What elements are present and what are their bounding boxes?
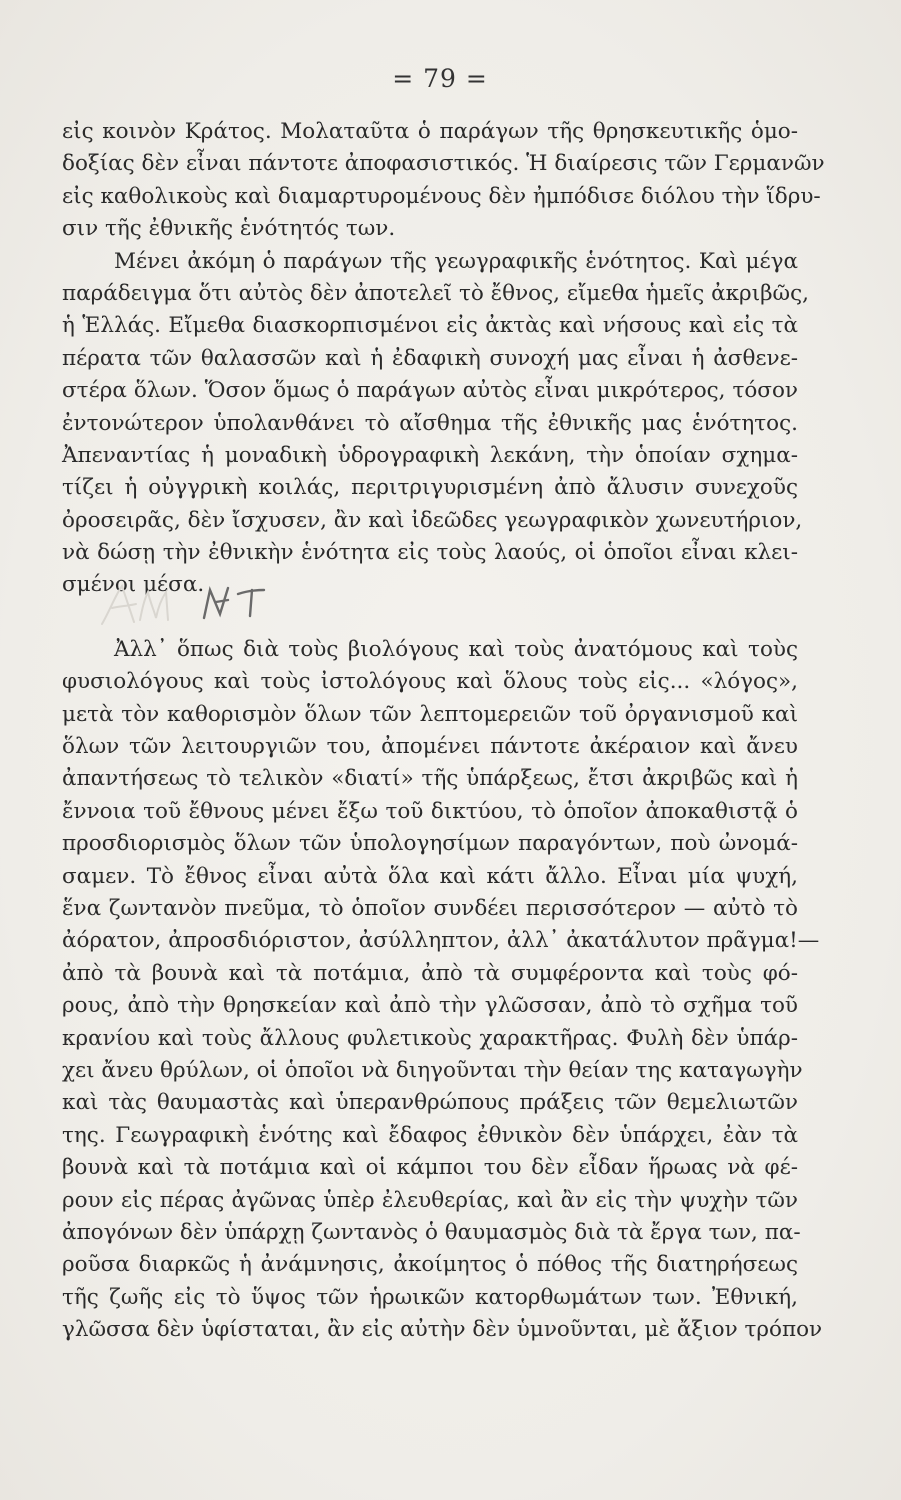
text-line: προσδιορισμὸς ὅλων τῶν ὑπολογησίμων παραγόντων, ποὺ ὠνομά- xyxy=(62,831,798,857)
text-line: ρουν εἰς πέρας ἀγῶνας ὑπὲρ ἐλευθερίας, καὶ ἂν εἰς τὴν ψυχὴν τῶν xyxy=(62,1187,798,1213)
handwritten-mark-icon xyxy=(96,580,176,630)
text-line: στέρα ὅλων. Ὅσον ὅμως ὁ παράγων αὐτὸς εἶναι μικρότερος, τόσον xyxy=(62,378,798,404)
text-line: κρανίου καὶ τοὺς ἄλλους φυλετικοὺς χαρακτῆρας. Φυλὴ δὲν ὑπάρ- xyxy=(62,1025,798,1051)
text-line: της. Γεωγραφικὴ ἑνότης καὶ ἔδαφος ἐθνικὸν δὲν ὑπάρχει, ἐὰν τὰ xyxy=(62,1122,798,1148)
text-line: ἀπαντήσεως τὸ τελικὸν «διατί» τῆς ὑπάρξεως, ἔτσι ἀκριβῶς καὶ ἡ xyxy=(62,766,798,792)
text-line: ἀπογόνων δὲν ὑπάρχῃ ζωντανὸς ὁ θαυμασμὸς διὰ τὰ ἔργα των, πα- xyxy=(62,1219,801,1245)
text-line: παράδειγμα ὅτι αὐτὸς δὲν ἀποτελεῖ τὸ ἔθνος, εἴμεθα ἡμεῖς ἀκριβῶς, xyxy=(62,280,809,306)
text-line: καὶ τὰς θαυμαστὰς καὶ ὑπερανθρώπους πράξεις τῶν θεμελιωτῶν xyxy=(62,1090,798,1116)
text-line: ἡ Ἑλλάς. Εἴμεθα διασκορπισμένοι εἰς ἀκτὰς καὶ νήσους καὶ εἰς τὰ xyxy=(62,313,798,339)
page-number: = 79 = xyxy=(392,64,488,93)
text-line: σιν τῆς ἐθνικῆς ἑνότητός των. xyxy=(62,216,396,242)
text-line: ἔννοια τοῦ ἔθνους μένει ἔξω τοῦ δικτύου, τὸ ὁποῖον ἀποκαθιστᾷ ὁ xyxy=(62,798,798,824)
text-line: ρους, ἀπὸ τὴν θρησκείαν καὶ ἀπὸ τὴν γλῶσσαν, ἀπὸ τὸ σχῆμα τοῦ xyxy=(62,993,798,1019)
text-line: σαμεν. Τὸ ἔθνος εἶναι αὐτὰ ὅλα καὶ κάτι ἄλλο. Εἶναι μία ψυχή, xyxy=(62,863,798,889)
text-line: ἀπὸ τὰ βουνὰ καὶ τὰ ποτάμια, ἀπὸ τὰ συμφέροντα καὶ τοὺς φό- xyxy=(62,960,798,986)
pencil-mark-icon xyxy=(198,584,278,624)
text-line: Μένει ἀκόμη ὁ παράγων τῆς γεωγραφικῆς ἑνότητος. Καὶ μέγα xyxy=(114,248,798,274)
text-line: ροῦσα διαρκῶς ἡ ἀνάμνησις, ἀκοίμητος ὁ πόθος τῆς διατηρήσεως xyxy=(62,1252,798,1278)
text-line: τῆς ζωῆς εἰς τὸ ὕψος τῶν ἡρωικῶν κατορθωμάτων των. Ἐθνική, xyxy=(62,1284,798,1310)
text-line: νὰ δώσῃ τὴν ἐθνικὴν ἑνότητα εἰς τοὺς λαούς, οἱ ὁποῖοι εἶναι κλει- xyxy=(62,540,798,566)
text-line: μετὰ τὸν καθορισμὸν ὅλων τῶν λεπτομερειῶν τοῦ ὀργανισμοῦ καὶ xyxy=(62,701,798,727)
text-line: τίζει ἡ οὐγγρικὴ κοιλάς, περιτριγυρισμένη ἀπὸ ἄλυσιν συνεχοῦς xyxy=(62,475,798,501)
text-line: εἰς κοινὸν Κράτος. Μολαταῦτα ὁ παράγων τῆς θρησκευτικῆς ὁμο- xyxy=(62,119,798,144)
text-line: Ἀπεναντίας ἡ μοναδικὴ ὑδρογραφικὴ λεκάνη, τὴν ὁποίαν σχημα- xyxy=(62,442,798,468)
text-line: ἕνα ζωντανὸν πνεῦμα, τὸ ὁποῖον συνδέει περισσότερον — αὐτὸ τὸ xyxy=(62,895,798,921)
text-line: ὀροσειρᾶς, δὲν ἴσχυσεν, ἂν καὶ ἰδεῶδες γεωγραφικὸν χωνευτήριον, xyxy=(62,507,803,533)
body-text xyxy=(62,116,825,1346)
text-line: ἐντονώτερον ὑπολανθάνει τὸ αἴσθημα τῆς ἐθνικῆς μας ἑνότητος. xyxy=(62,410,798,436)
text-line: δοξίας δὲν εἶναι πάντοτε ἀποφασιστικός. Ἡ διαίρεσις τῶν Γερμανῶν xyxy=(62,151,825,177)
text-line: φυσιολόγους καὶ τοὺς ἰστολόγους καὶ ὅλους τοὺς εἰς... «λόγος», xyxy=(62,669,798,695)
text-line: χει ἄνευ θρύλων, οἱ ὁποῖοι νὰ διηγοῦνται τὴν θείαν της καταγωγὴν xyxy=(62,1057,803,1083)
text-line: γλῶσσα δὲν ὑφίσταται, ἂν εἰς αὐτὴν δὲν ὑμνοῦνται, μὲ ἄξιον τρόπον xyxy=(62,1317,823,1343)
text-line: Ἀλλ᾽ ὅπως διὰ τοὺς βιολόγους καὶ τοὺς ἀνατόμους καὶ τοὺς xyxy=(114,636,798,662)
text-line: βουνὰ καὶ τὰ ποτάμια καὶ οἱ κάμποι του δὲν εἶδαν ἥρωας νὰ φέ- xyxy=(62,1155,798,1181)
text-line: εἰς καθολικοὺς καὶ διαμαρτυρομένους δὲν ἠμπόδισε διόλου τὴν ἵδρυ- xyxy=(62,183,821,209)
text-line: ὅλων τῶν λειτουργιῶν του, ἀπομένει πάντοτε ἀκέραιον καὶ ἄνευ xyxy=(62,734,798,760)
text-line: σμένοι μέσα. xyxy=(62,572,205,598)
text-line: ἀόρατον, ἀπροσδιόριστον, ἀσύλληπτον, ἀλλ᾽ ἀκατάλυτον πρᾶγμα!— xyxy=(62,928,820,954)
text-line: πέρατα τῶν θαλασσῶν καὶ ἡ ἐδαφικὴ συνοχή μας εἶναι ἡ ἀσθενε- xyxy=(62,345,798,371)
